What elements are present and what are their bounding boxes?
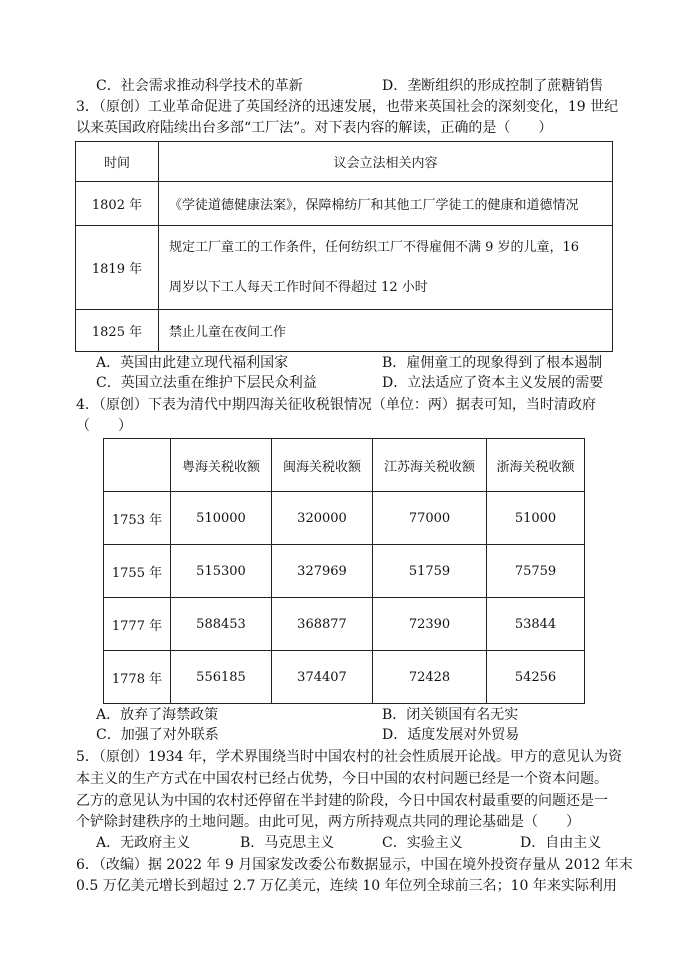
- table-cell: 556185: [171, 651, 272, 704]
- table-header-cell: 粤海关税收额: [171, 439, 272, 492]
- table-row: [76, 182, 613, 226]
- q6-stem-line1: 6．（改编）据 2022 年 9 月国家发改委公布数据显示，中国在境外投资存量从 2012 年末: [76, 857, 633, 873]
- table-cell: 327969: [272, 545, 373, 598]
- q5-stem-line1: 5．（原创）1934 年，学术界围绕当时中国农村的社会性质展开论战。甲方的意见认为资: [76, 749, 622, 765]
- q3-stem-line1: 3．（原创）工业革命促进了英国经济的迅速发展，也带来英国社会的深刻变化，19 世纪: [76, 99, 619, 115]
- table-cell: 51759: [373, 545, 487, 598]
- table-cell: 320000: [272, 492, 373, 545]
- q3-option-a: A．英国由此建立现代福利国家: [96, 355, 289, 371]
- q4-option-d: D．适度发展对外贸易: [382, 727, 520, 743]
- table-cell: 515300: [171, 545, 272, 598]
- table-header-cell: [104, 439, 171, 492]
- q3-option-c: C．英国立法重在维护下层民众利益: [96, 375, 317, 391]
- table-header-row: [76, 142, 613, 182]
- table-cell: 588453: [171, 598, 272, 651]
- table-row: [76, 226, 613, 310]
- table-row: [76, 310, 613, 352]
- q6-stem-line2: 0.5 万亿美元增长到超过 2.7 万亿美元，连续 10 年位列全球前三名；10 年来实际利用: [76, 878, 617, 894]
- table-cell: 72390: [373, 598, 487, 651]
- q5-stem-line3: 乙方的意见认为中国的农村还停留在半封建的阶段，今日中国农村最重要的问题还是一: [76, 793, 608, 809]
- q5-option-c: C．实验主义: [382, 835, 463, 851]
- q5-stem-line4: 个铲除封建秩序的土地问题。由此可见，两方所持观点共同的理论基础是（ ）: [76, 814, 580, 830]
- table-cell-content: 禁止儿童在夜间工作: [159, 310, 613, 352]
- table-cell: 1755 年: [104, 545, 171, 598]
- table-row: [104, 598, 585, 651]
- q5-option-a: A．无政府主义: [96, 835, 191, 851]
- q4-stem-line2: （ ）: [76, 418, 132, 434]
- table-header-cell: 闽海关税收额: [272, 439, 373, 492]
- q4-option-b: B．闭关锁国有名无实: [382, 707, 519, 723]
- table-row: [104, 545, 585, 598]
- q5-stem-line2: 本主义的生产方式在中国农村已经占优势，今日中国的农村问题已经是一个资本问题。: [76, 771, 608, 787]
- q3-option-b: B．雇佣童工的现象得到了根本遏制: [382, 355, 603, 371]
- table-cell-year: 1819 年: [76, 226, 159, 310]
- table-cell: 51000: [487, 492, 585, 545]
- table-cell-content-line2: 周岁以下工人每天工作时间不得超过 12 小时: [169, 279, 428, 295]
- table-cell-content: 《学徒道德健康法案》，保障棉纺厂和其他工厂学徒工的健康和道德情况: [159, 182, 613, 226]
- table-cell: 374407: [272, 651, 373, 704]
- table-cell: 1777 年: [104, 598, 171, 651]
- q4-stem-line1: 4．（原创）下表为清代中期四海关征收税银情况（单位：两）据表可知，当时清政府: [76, 397, 596, 413]
- q4-option-a: A．放弃了海禁政策: [96, 707, 219, 723]
- table-cell: 72428: [373, 651, 487, 704]
- table-cell-year: 1802 年: [76, 182, 159, 226]
- q3-stem-line2: 以来英国政府陆续出台多部“工厂法”。对下表内容的解读，正确的是（ ）: [76, 120, 553, 136]
- table-row: [104, 651, 585, 704]
- q2-option-c: C．社会需求推动科学技术的革新: [96, 78, 303, 94]
- table-cell: 75759: [487, 545, 585, 598]
- table-header-cell: 浙海关税收额: [487, 439, 585, 492]
- q3-factory-law-table: [75, 141, 613, 352]
- q4-option-c: C．加强了对外联系: [96, 727, 219, 743]
- table-header-cell: 时间: [76, 142, 159, 182]
- q5-option-b: B．马克思主义: [240, 835, 335, 851]
- table-header-cell: 江苏海关税收额: [373, 439, 487, 492]
- table-cell: 54256: [487, 651, 585, 704]
- q5-option-d: D．自由主义: [520, 835, 602, 851]
- table-cell-content-line1: 规定工厂童工的工作条件，任何纺织工厂不得雇佣不满 9 岁的儿童，16: [169, 239, 580, 255]
- table-row: [104, 492, 585, 545]
- q2-option-d: D．垄断组织的形成控制了蔗糖销售: [382, 78, 604, 94]
- table-cell: 77000: [373, 492, 487, 545]
- table-header-row: [104, 439, 585, 492]
- q4-customs-tax-table: [103, 438, 585, 704]
- table-cell: 510000: [171, 492, 272, 545]
- table-header-cell: 议会立法相关内容: [159, 142, 613, 182]
- table-cell: 1778 年: [104, 651, 171, 704]
- q3-option-d: D．立法适应了资本主义发展的需要: [382, 375, 604, 391]
- table-cell: 1753 年: [104, 492, 171, 545]
- table-cell-content: [159, 226, 613, 310]
- table-cell: 53844: [487, 598, 585, 651]
- table-cell: 368877: [272, 598, 373, 651]
- table-cell-year: 1825 年: [76, 310, 159, 352]
